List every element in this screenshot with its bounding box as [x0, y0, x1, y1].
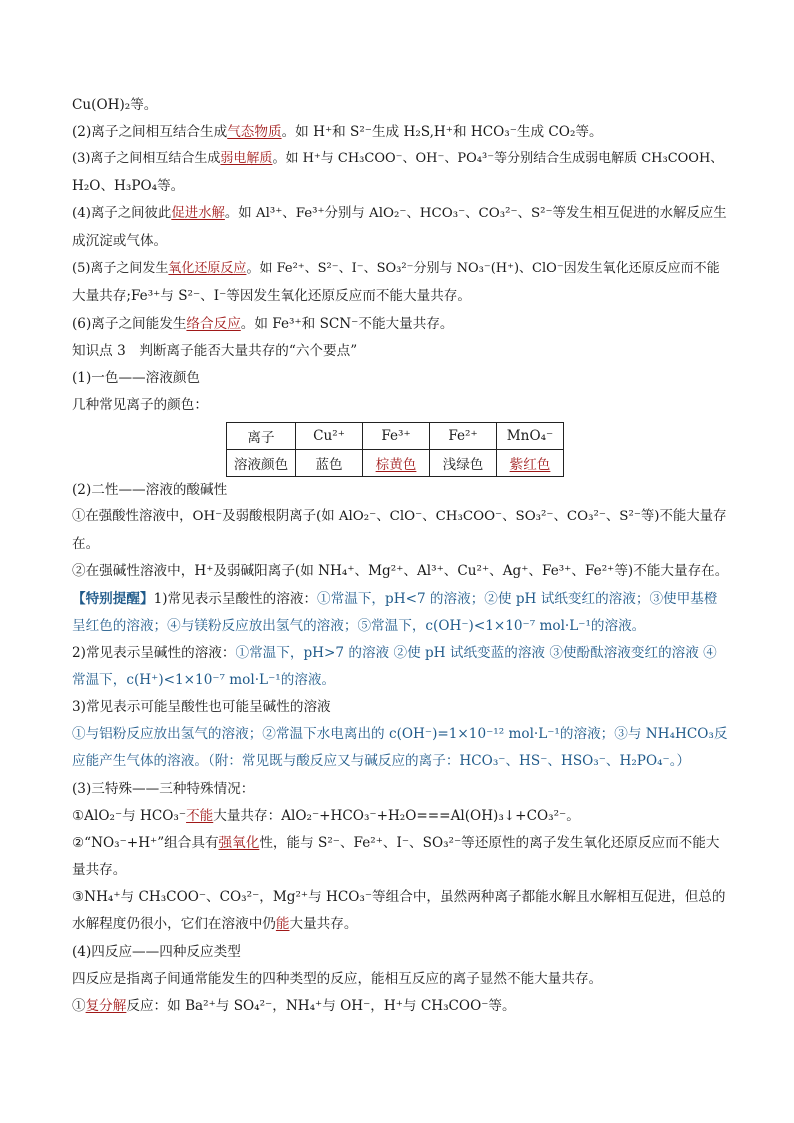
ion-color-table	[226, 422, 564, 477]
text-line: 几种常见离子的颜色：	[72, 397, 208, 413]
text-line: 【特别提醒】1)常见表示呈酸性的溶液：①常温下，pH<7 的溶液；②使 pH 试纸变红的溶液；③使甲基橙	[72, 591, 718, 607]
keyword: 促进水解	[171, 206, 225, 221]
table-cell: 紫红色	[497, 450, 564, 477]
text-line: ②“NO₃⁻+H⁺”组合具有强氧化性，能与 S²⁻、Fe²⁺、I⁻、SO₃²⁻等还原性的离子发生氧化还原反应而不能大	[72, 835, 720, 851]
keyword: 气态物质	[227, 124, 282, 140]
keyword: 氧化还原反应	[168, 261, 247, 276]
keyword: 络合反应	[186, 316, 241, 332]
keyword: 能	[275, 916, 290, 932]
text-line: 量共存。	[72, 862, 127, 878]
table-cell: 溶液颜色	[227, 450, 296, 477]
table-cell: 棕黄色	[363, 450, 430, 477]
text-line: 成沉淀或气体。	[72, 233, 168, 249]
table-row	[227, 450, 564, 477]
text-line: ①与铝粉反应放出氢气的溶液；②常温下水电离出的 c(OH⁻)=1×10⁻¹² mol·L⁻¹的溶液；③与 NH₄HCO₃反	[72, 726, 728, 742]
table-cell: 蓝色	[296, 450, 363, 477]
text-line: (2)离子之间相互结合生成气态物质。如 H⁺和 S²⁻生成 H₂S,H⁺和 HCO₃⁻生成 CO₂等。	[72, 124, 603, 140]
tip-label: 【特别提醒】	[72, 591, 154, 607]
subheading: (1)一色——溶液颜色	[72, 370, 201, 386]
section-heading: 知识点 3 判断离子能否大量共存的“六个要点”	[72, 343, 358, 359]
text-line: 2)常见表示呈碱性的溶液：①常温下，pH>7 的溶液 ②使 pH 试纸变蓝的溶液 ③使酚酞溶液变红的溶液 ④	[72, 645, 717, 661]
text-line: 在。	[72, 536, 100, 552]
table-cell: Fe³⁺	[363, 423, 430, 450]
keyword: 复分解	[85, 998, 127, 1014]
table-cell: 离子	[227, 423, 296, 450]
table-cell: MnO₄⁻	[497, 423, 564, 450]
text-line: Cu(OH)₂等。	[72, 97, 158, 113]
text-line: 水解程度仍很小，它们在溶液中仍能大量共存。	[72, 916, 358, 932]
table-cell: 浅绿色	[430, 450, 497, 477]
keyword: 不能	[186, 808, 214, 824]
subheading: (2)二性——溶液的酸碱性	[72, 482, 228, 498]
text-line: (6)离子之间能发生络合反应。如 Fe³⁺和 SCN⁻不能大量共存。	[72, 316, 454, 332]
table-cell: Fe²⁺	[430, 423, 497, 450]
keyword: 弱电解质	[220, 151, 273, 166]
text-line: ①复分解反应：如 Ba²⁺与 SO₄²⁻，NH₄⁺与 OH⁻，H⁺与 CH₃COO⁻等。	[72, 998, 516, 1014]
text-line: 常温下，c(H⁺)<1×10⁻⁷ mol·L⁻¹的溶液。	[72, 672, 336, 688]
text-line: (5)离子之间发生氧化还原反应。如 Fe²⁺、S²⁻、I⁻、SO₃²⁻分别与 NO₃⁻(H⁺)、ClO⁻因发生氧化还原反应而不能	[72, 261, 720, 276]
subheading: (4)四反应——四种反应类型	[72, 944, 241, 960]
text-line: ②在强碱性溶液中，H⁺及弱碱阳离子(如 NH₄⁺、Mg²⁺、Al³⁺、Cu²⁺、Ag⁺、Fe³⁺、Fe²⁺等)不能大量存在。	[72, 563, 728, 579]
subheading: (3)三特殊——三种特殊情况：	[72, 781, 255, 797]
text-line: 四反应是指离子间通常能发生的四种类型的反应，能相互反应的离子显然不能大量共存。	[72, 971, 603, 987]
keyword: 强氧化	[218, 835, 260, 851]
table-cell: Cu²⁺	[296, 423, 363, 450]
text-line: 3)常见表示可能呈酸性也可能呈碱性的溶液	[72, 699, 331, 715]
text-line: ③NH₄⁺与 CH₃COO⁻、CO₃²⁻，Mg²⁺与 HCO₃⁻等组合中，虽然两种离子都能水解且水解相互促进，但总的	[72, 889, 726, 905]
text-line: 大量共存;Fe³⁺与 S²⁻、I⁻等因发生氧化还原反应而不能大量共存。	[72, 288, 471, 304]
text-line: ①AlO₂⁻与 HCO₃⁻不能大量共存：AlO₂⁻+HCO₃⁻+H₂O===Al(OH)₃↓+CO₃²⁻。	[72, 808, 580, 824]
text-line: 呈红色的溶液；④与镁粉反应放出氢气的溶液；⑤常温下，c(OH⁻)<1×10⁻⁷ mol·L⁻¹的溶液。	[72, 618, 646, 634]
text-line: (4)离子之间彼此促进水解。如 Al³⁺、Fe³⁺分别与 AlO₂⁻、HCO₃⁻、CO₃²⁻、S²⁻等发生相互促进的水解反应生	[72, 206, 727, 221]
table-row	[227, 423, 564, 450]
text-line: ①在强酸性溶液中，OH⁻及弱酸根阴离子(如 AlO₂⁻、ClO⁻、CH₃COO⁻、SO₃²⁻、CO₃²⁻、S²⁻等)不能大量存	[72, 509, 727, 524]
text-line: H₂O、H₃PO₄等。	[72, 178, 185, 194]
text-line: 应能产生气体的溶液。（附：常见既与酸反应又与碱反应的离子：HCO₃⁻、HS⁻、HSO₃⁻、H₂PO₄⁻。）	[72, 753, 691, 769]
text-line: (3)离子之间相互结合生成弱电解质。如 H⁺与 CH₃COO⁻、OH⁻、PO₄³⁻等分别结合生成弱电解质 CH₃COOH、	[72, 151, 724, 166]
